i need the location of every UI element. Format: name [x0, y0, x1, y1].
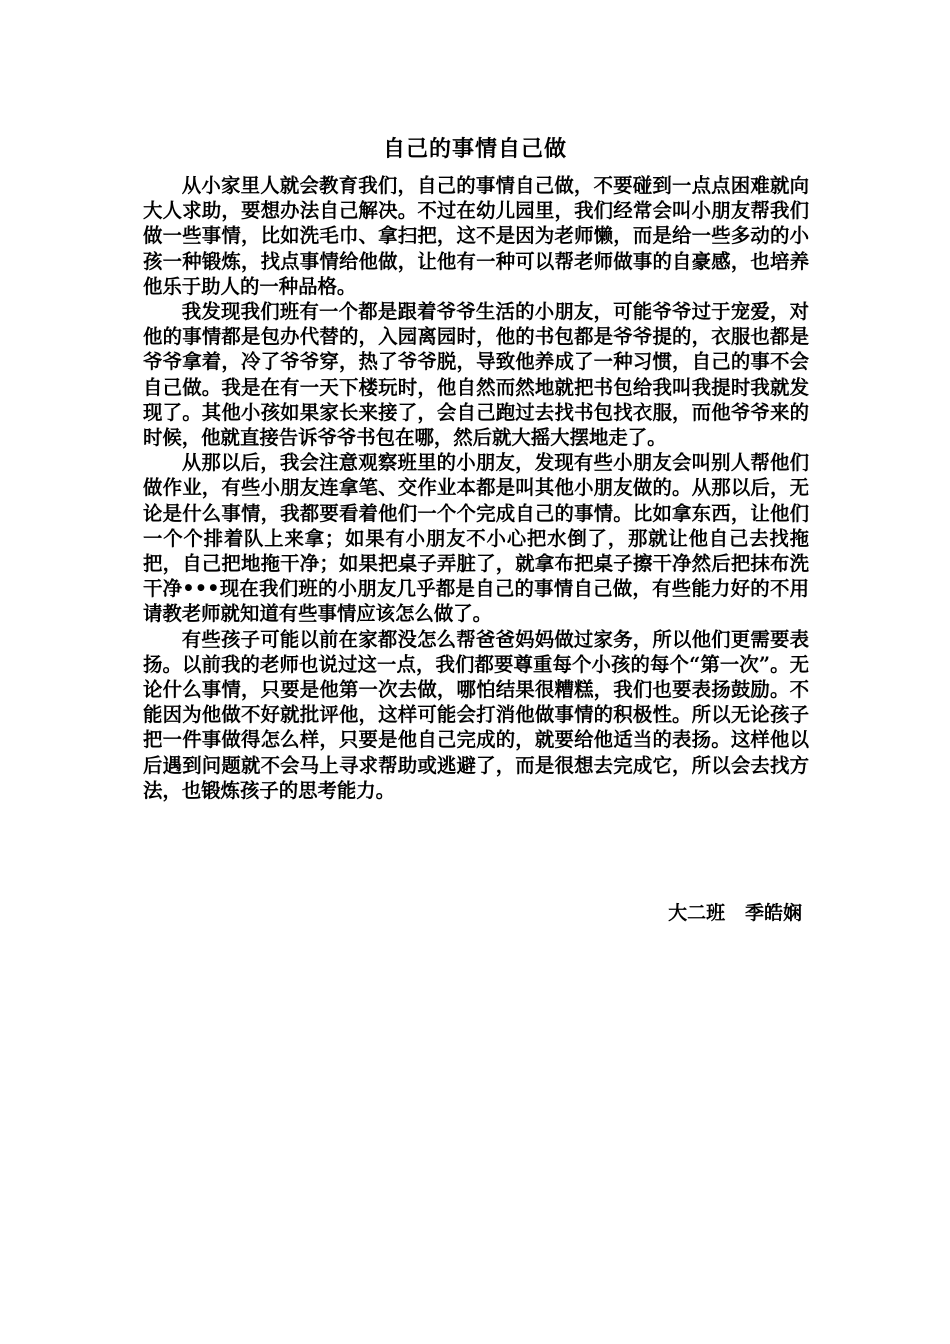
author-signature: 大二班 季皓娴 [668, 902, 802, 924]
document-body [143, 173, 809, 803]
paragraph-3: 从那以后，我会注意观察班里的小朋友，发现有些小朋友会叫别人帮他们做作业，有些小朋友连拿笔、交作业本都是叫其他小朋友做的。从那以后，无论是什么事情，我都要看着他们一个个完成自己的事情。比如拿东西，让他们一个个排着队上来拿；如果有小朋友不小心把水倒了，那就让他自己去找拖把，自己把地拖干净；如果把桌子弄脏了，就拿布把桌子擦干净然后把抹布洗干净•••现在我们班的小朋友几乎都是自己的事情自己做，有些能力好的不用请教老师就知道有些事情应该怎么做了。 [143, 451, 809, 626]
paragraph-2: 我发现我们班有一个都是跟着爷爷生活的小朋友，可能爷爷过于宠爱，对他的事情都是包办代替的，入园离园时，他的书包都是爷爷提的，衣服也都是爷爷拿着，冷了爷爷穿，热了爷爷脱，导致他养成了一种习惯，自己的事不会自己做。我是在有一天下楼玩时，他自然而然地就把书包给我叫我提时我就发现了。其他小孩如果家长来接了，会自己跑过去找书包找衣服，而他爷爷来的时候，他就直接告诉爷爷书包在哪，然后就大摇大摆地走了。 [143, 300, 809, 450]
document-title: 自己的事情自己做 [382, 136, 567, 162]
paragraph-1: 从小家里人就会教育我们，自己的事情自己做，不要碰到一点点困难就向大人求助，要想办法自己解决。不过在幼儿园里，我们经常会叫小朋友帮我们做一些事情，比如洗毛巾、拿扫把，这不是因为老师懒，而是给一些多动的小孩一种锻炼，找点事情给他做，让他有一种可以帮老师做事的自豪感，也培养他乐于助人的一种品格。 [143, 174, 809, 298]
paragraph-4: 有些孩子可能以前在家都没怎么帮爸爸妈妈做过家务，所以他们更需要表扬。以前我的老师也说过这一点，我们都要尊重每个小孩的每个“第一次”。无论什么事情，只要是他第一次去做，哪怕结果很糟糕，我们也要表扬鼓励。不能因为他做不好就批评他，这样可能会打消他做事情的积极性。所以无论孩子把一件事做得怎么样，只要是他自己完成的，就要给他适当的表扬。这样他以后遇到问题就不会马上寻求帮助或逃避了，而是很想去完成它，所以会去找方法，也锻炼孩子的思考能力。 [143, 627, 809, 802]
